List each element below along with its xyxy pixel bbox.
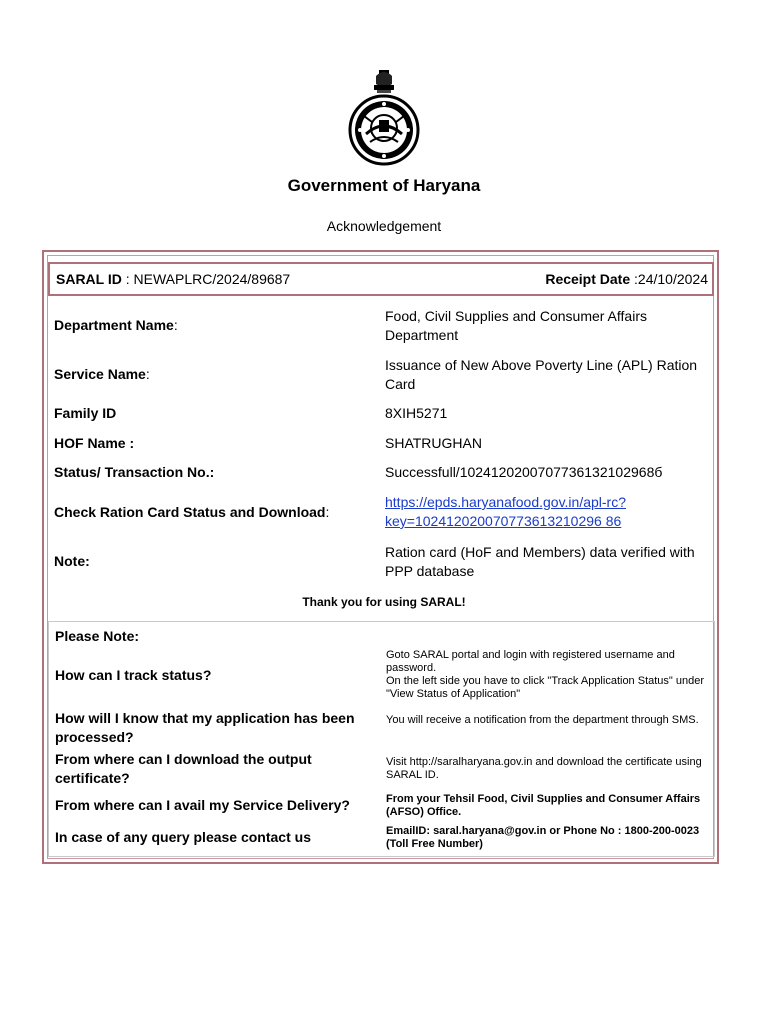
saral-id-value: NEWAPLRC/2024/89687 (133, 271, 291, 287)
service-value: Issuance of New Above Poverty Line (APL) Ration Card (385, 357, 698, 392)
ration-card-link[interactable]: https://epds.haryanafood.gov.in/apl-rc? key=102412020070773613210296 86 (385, 494, 627, 529)
faq-question: In case of any query please contact us (55, 829, 311, 845)
faq-answer: Goto SARAL portal and login with registered username and password. On the left side you have to click "Track Application Status" under "View Status of Application" (386, 649, 705, 700)
faq-question: From where can I avail my Service Delivery? (55, 797, 350, 813)
thank-you-message: Thank you for using SARAL! (302, 595, 466, 609)
check-status-value (385, 493, 705, 531)
note-value: Ration card (HoF and Members) data verified with PPP database (385, 544, 695, 579)
receipt-date-label: Receipt Date (545, 271, 631, 287)
faq-question: How can I track status? (55, 667, 212, 683)
family-id-label: Family ID (54, 405, 117, 421)
faq-question: How will I know that my application has been processed? (55, 710, 355, 745)
page-title: Government of Haryana (287, 176, 481, 195)
receipt-date: Receipt Date :24/10/2024 (545, 271, 708, 287)
hof-name-value: SHATRUGHAN (385, 435, 482, 451)
status-value: Successfull/1024120200707736132102968б (385, 464, 663, 480)
note-label: Note: (54, 553, 90, 569)
department-label: Department Name: (54, 317, 178, 333)
please-note-heading: Please Note: (55, 628, 140, 644)
faq-answer: From your Tehsil Food, Civil Supplies and Consumer Affairs (AFSO) Office. (386, 793, 701, 818)
saral-id-box (48, 262, 714, 296)
page-subtitle: Acknowledgement (326, 218, 442, 234)
receipt-date-value: 24/10/2024 (637, 271, 708, 287)
saral-id-label: SARAL ID (56, 271, 122, 287)
faq-answer: Visit http://saralharyana.gov.in and download the certificate using SARAL ID. (386, 756, 702, 781)
check-status-label: Check Ration Card Status and Download: (54, 504, 330, 520)
service-label: Service Name: (54, 366, 150, 382)
department-value: Food, Civil Supplies and Consumer Affairs Department (385, 308, 647, 343)
faq-question: From where can I download the output certificate? (55, 751, 312, 786)
faq-answer: You will receive a notification from the department through SMS. (386, 714, 699, 726)
hof-name-label: HOF Name : (54, 435, 135, 451)
saral-id: SARAL ID : NEWAPLRC/2024/89687 (56, 271, 291, 287)
status-label: Status/ Transaction No.: (54, 464, 215, 480)
contact-info: EmailID: saral.haryana@gov.in or Phone No : 1800-200-0023 (Toll Free Number) (386, 825, 700, 850)
haryana-emblem-icon (346, 68, 422, 168)
family-id-value: 8XIH5271 (385, 405, 448, 421)
